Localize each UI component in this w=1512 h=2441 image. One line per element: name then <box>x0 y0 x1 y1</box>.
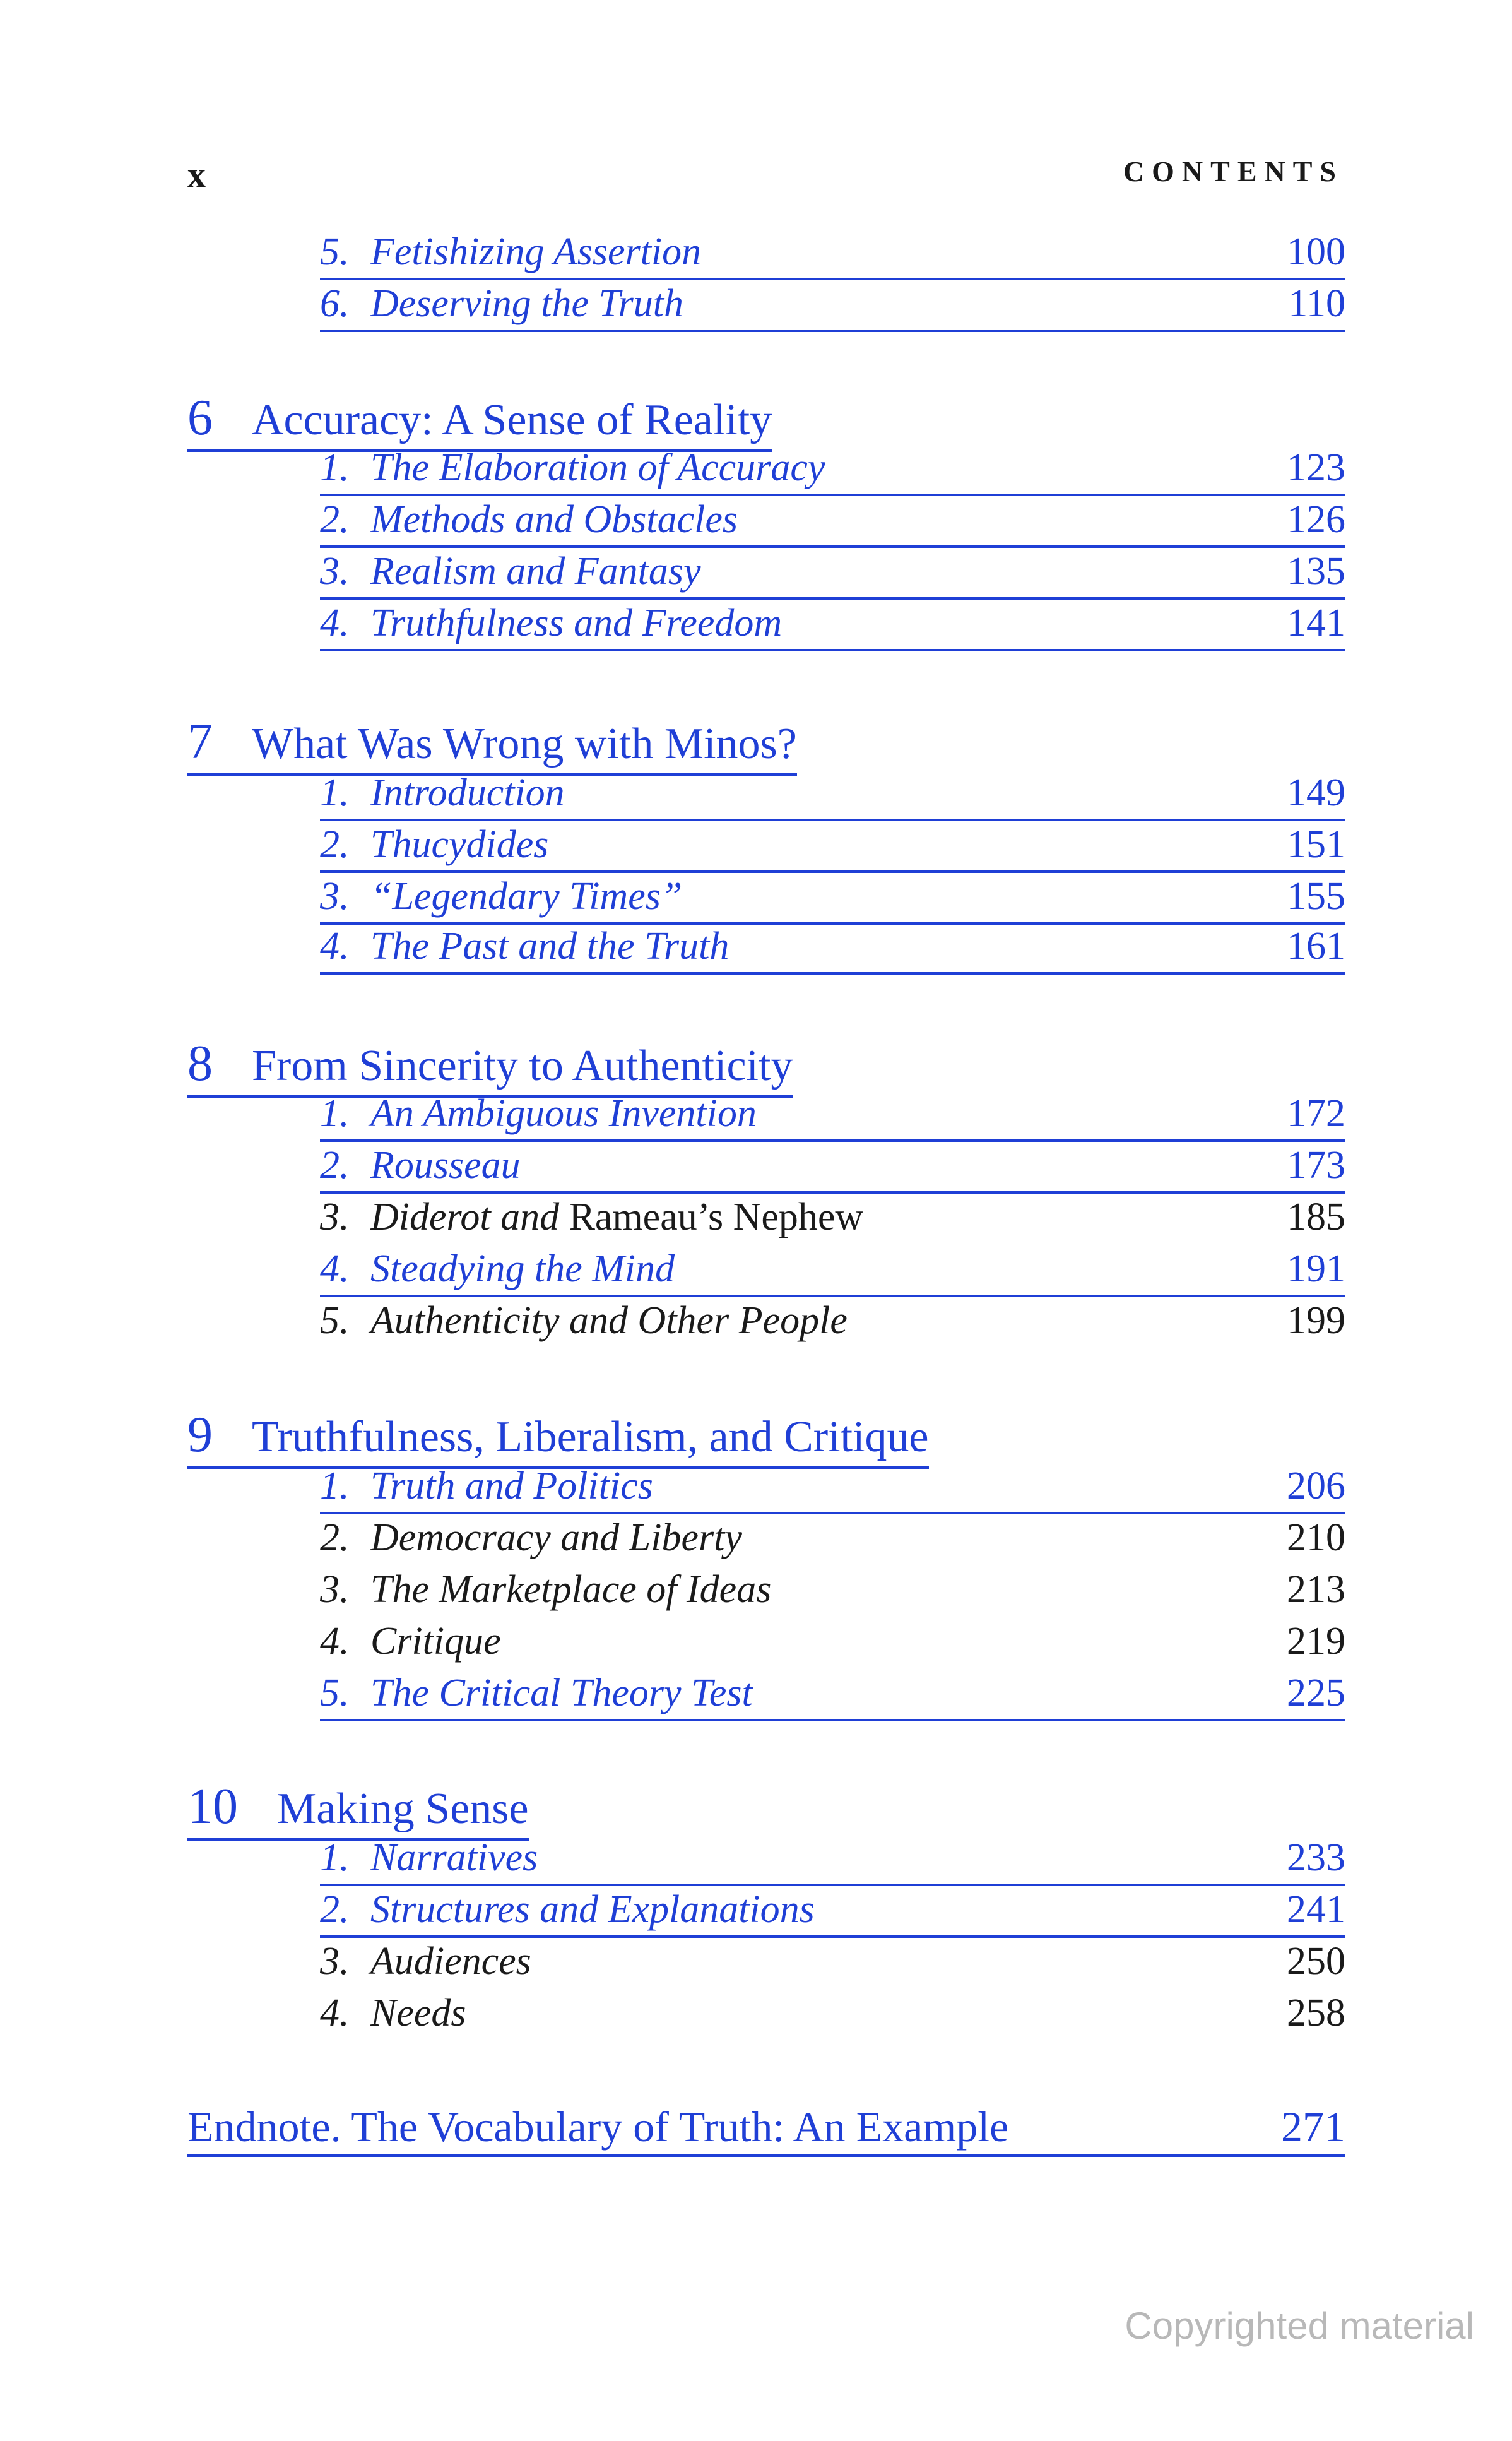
entry-page: 135 <box>1287 550 1345 593</box>
entry-number: 4. <box>320 1992 350 2034</box>
entry-title: Truth and Politics <box>370 1464 653 1507</box>
chapter-title: Making Sense <box>277 1785 529 1833</box>
endnote-page: 271 <box>1281 2103 1345 2151</box>
entry-title: Steadying the Mind <box>370 1247 675 1290</box>
entry-title: Realism and Fantasy <box>370 550 701 593</box>
entry-number: 5. <box>320 1299 350 1342</box>
toc-entry[interactable] <box>320 1890 1345 1938</box>
entry-page: 110 <box>1288 282 1345 325</box>
entry-number: 3. <box>320 1196 350 1238</box>
chapter-number: 8 <box>187 1036 213 1091</box>
entry-number: 3. <box>320 1940 350 1983</box>
chapter-9-heading[interactable] <box>187 1407 929 1469</box>
entry-title: The Critical Theory Test <box>370 1672 753 1714</box>
chapter-title: Truthfulness, Liberalism, and Critique <box>252 1413 929 1461</box>
chapter-number: 7 <box>187 714 213 769</box>
entry-page: 225 <box>1287 1672 1345 1714</box>
chapter-number: 6 <box>187 390 213 446</box>
entry-page: 213 <box>1287 1568 1345 1611</box>
entry-page: 219 <box>1287 1620 1345 1663</box>
toc-entry <box>320 1518 1345 1564</box>
toc-entry[interactable] <box>320 552 1345 600</box>
entry-title: Introduction <box>370 771 565 814</box>
entry-title: Narratives <box>370 1836 538 1879</box>
chapter-10-heading[interactable] <box>187 1781 529 1841</box>
entry-number: 3. <box>320 550 350 593</box>
chapter-number: 10 <box>187 1779 238 1834</box>
entry-title: Methods and Obstacles <box>370 498 738 541</box>
toc-entry[interactable] <box>320 927 1345 975</box>
entry-number: 4. <box>320 1247 350 1290</box>
chapter-7-heading[interactable] <box>187 716 797 776</box>
toc-entry <box>320 1622 1345 1667</box>
entry-page: 250 <box>1287 1940 1345 1983</box>
entry-title: Authenticity and Other People <box>370 1299 848 1342</box>
entry-title: Deserving the Truth <box>370 282 683 325</box>
toc-entry[interactable] <box>320 877 1345 925</box>
entry-page: 151 <box>1287 823 1345 866</box>
entry-title: Truthfulness and Freedom <box>370 602 783 644</box>
toc-entry-deserving-the-truth[interactable] <box>320 284 1345 332</box>
chapter-title: What Was Wrong with Minos? <box>252 720 797 768</box>
entry-number: 4. <box>320 925 350 968</box>
entry-number: 1. <box>320 1464 350 1507</box>
chapter-title: From Sincerity to Authenticity <box>252 1042 793 1090</box>
entry-number: 2. <box>320 823 350 866</box>
copyright-watermark: Copyrighted material <box>1125 2305 1474 2347</box>
entry-title: Fetishizing Assertion <box>370 230 702 273</box>
toc-entry[interactable] <box>320 773 1345 821</box>
entry-number: 6. <box>320 282 350 325</box>
entry-title: “Legendary Times” <box>370 875 683 918</box>
entry-page: 199 <box>1287 1299 1345 1342</box>
entry-title: The Elaboration of Accuracy <box>370 446 825 489</box>
entry-title: Audiences <box>370 1940 531 1983</box>
entry-page: 100 <box>1287 230 1345 273</box>
entry-number: 5. <box>320 1672 350 1714</box>
entry-number: 3. <box>320 1568 350 1611</box>
entry-page: 161 <box>1287 925 1345 968</box>
toc-entry[interactable] <box>320 448 1345 496</box>
entry-number: 2. <box>320 1516 350 1559</box>
entry-page: 258 <box>1287 1992 1345 2034</box>
entry-page: 126 <box>1287 498 1345 541</box>
toc-entry[interactable] <box>320 1146 1345 1194</box>
toc-entry <box>320 1993 1345 2039</box>
entry-title: Rousseau <box>370 1144 521 1187</box>
entry-title: An Ambiguous Invention <box>370 1092 757 1135</box>
entry-number: 2. <box>320 1144 350 1187</box>
entry-title: Critique <box>370 1620 501 1663</box>
running-header: CONTENTS <box>1123 155 1344 187</box>
toc-entry <box>320 1197 1345 1243</box>
entry-title-roman: Rameau’s Nephew <box>559 1196 864 1238</box>
entry-title: The Past and the Truth <box>370 925 729 968</box>
toc-entry <box>320 1570 1345 1615</box>
entry-number: 4. <box>320 1620 350 1663</box>
entry-page: 149 <box>1287 771 1345 814</box>
entry-page: 233 <box>1287 1836 1345 1879</box>
entry-page: 172 <box>1287 1092 1345 1135</box>
entry-title: Democracy and Liberty <box>370 1516 742 1559</box>
toc-endnote[interactable] <box>187 2105 1345 2157</box>
page-numeral: x <box>187 154 206 195</box>
chapter-6-heading[interactable] <box>187 390 772 452</box>
chapter-number: 9 <box>187 1407 213 1463</box>
entry-title: Thucydides <box>370 823 549 866</box>
toc-entry[interactable] <box>320 1094 1345 1142</box>
entry-page: 141 <box>1287 602 1345 644</box>
toc-entry[interactable] <box>320 1249 1345 1297</box>
entry-number: 2. <box>320 498 350 541</box>
entry-number: 4. <box>320 602 350 644</box>
entry-number: 1. <box>320 771 350 814</box>
chapter-title: Accuracy: A Sense of Reality <box>252 396 772 444</box>
entry-page: 185 <box>1287 1196 1345 1238</box>
toc-entry[interactable] <box>320 603 1345 651</box>
entry-number: 1. <box>320 1092 350 1135</box>
entry-number: 2. <box>320 1888 350 1931</box>
entry-title-italic: Diderot and <box>370 1196 560 1238</box>
toc-entry[interactable] <box>320 500 1345 548</box>
entry-number: 1. <box>320 1836 350 1879</box>
entry-page: 206 <box>1287 1464 1345 1507</box>
table-of-contents <box>187 0 1345 2441</box>
entry-page: 173 <box>1287 1144 1345 1187</box>
entry-number: 3. <box>320 875 350 918</box>
entry-page: 210 <box>1287 1516 1345 1559</box>
toc-entry <box>320 1301 1345 1346</box>
entry-title: The Marketplace of Ideas <box>370 1568 772 1611</box>
entry-number: 1. <box>320 446 350 489</box>
chapter-8-heading[interactable] <box>187 1038 793 1098</box>
entry-page: 191 <box>1287 1247 1345 1290</box>
toc-entry <box>320 1942 1345 1987</box>
entry-page: 241 <box>1287 1888 1345 1931</box>
toc-entry[interactable] <box>320 1466 1345 1514</box>
toc-entry[interactable] <box>320 825 1345 873</box>
toc-entry[interactable] <box>320 1673 1345 1721</box>
entry-page: 123 <box>1287 446 1345 489</box>
endnote-title: Endnote. The Vocabulary of Truth: An Example <box>187 2103 1009 2151</box>
entry-number: 5. <box>320 230 350 273</box>
entry-title: Structures and Explanations <box>370 1888 815 1931</box>
entry-page: 155 <box>1287 875 1345 918</box>
entry-title: Needs <box>370 1992 466 2034</box>
toc-entry[interactable] <box>320 1838 1345 1886</box>
toc-entry-fetishizing-assertion[interactable] <box>320 232 1345 280</box>
